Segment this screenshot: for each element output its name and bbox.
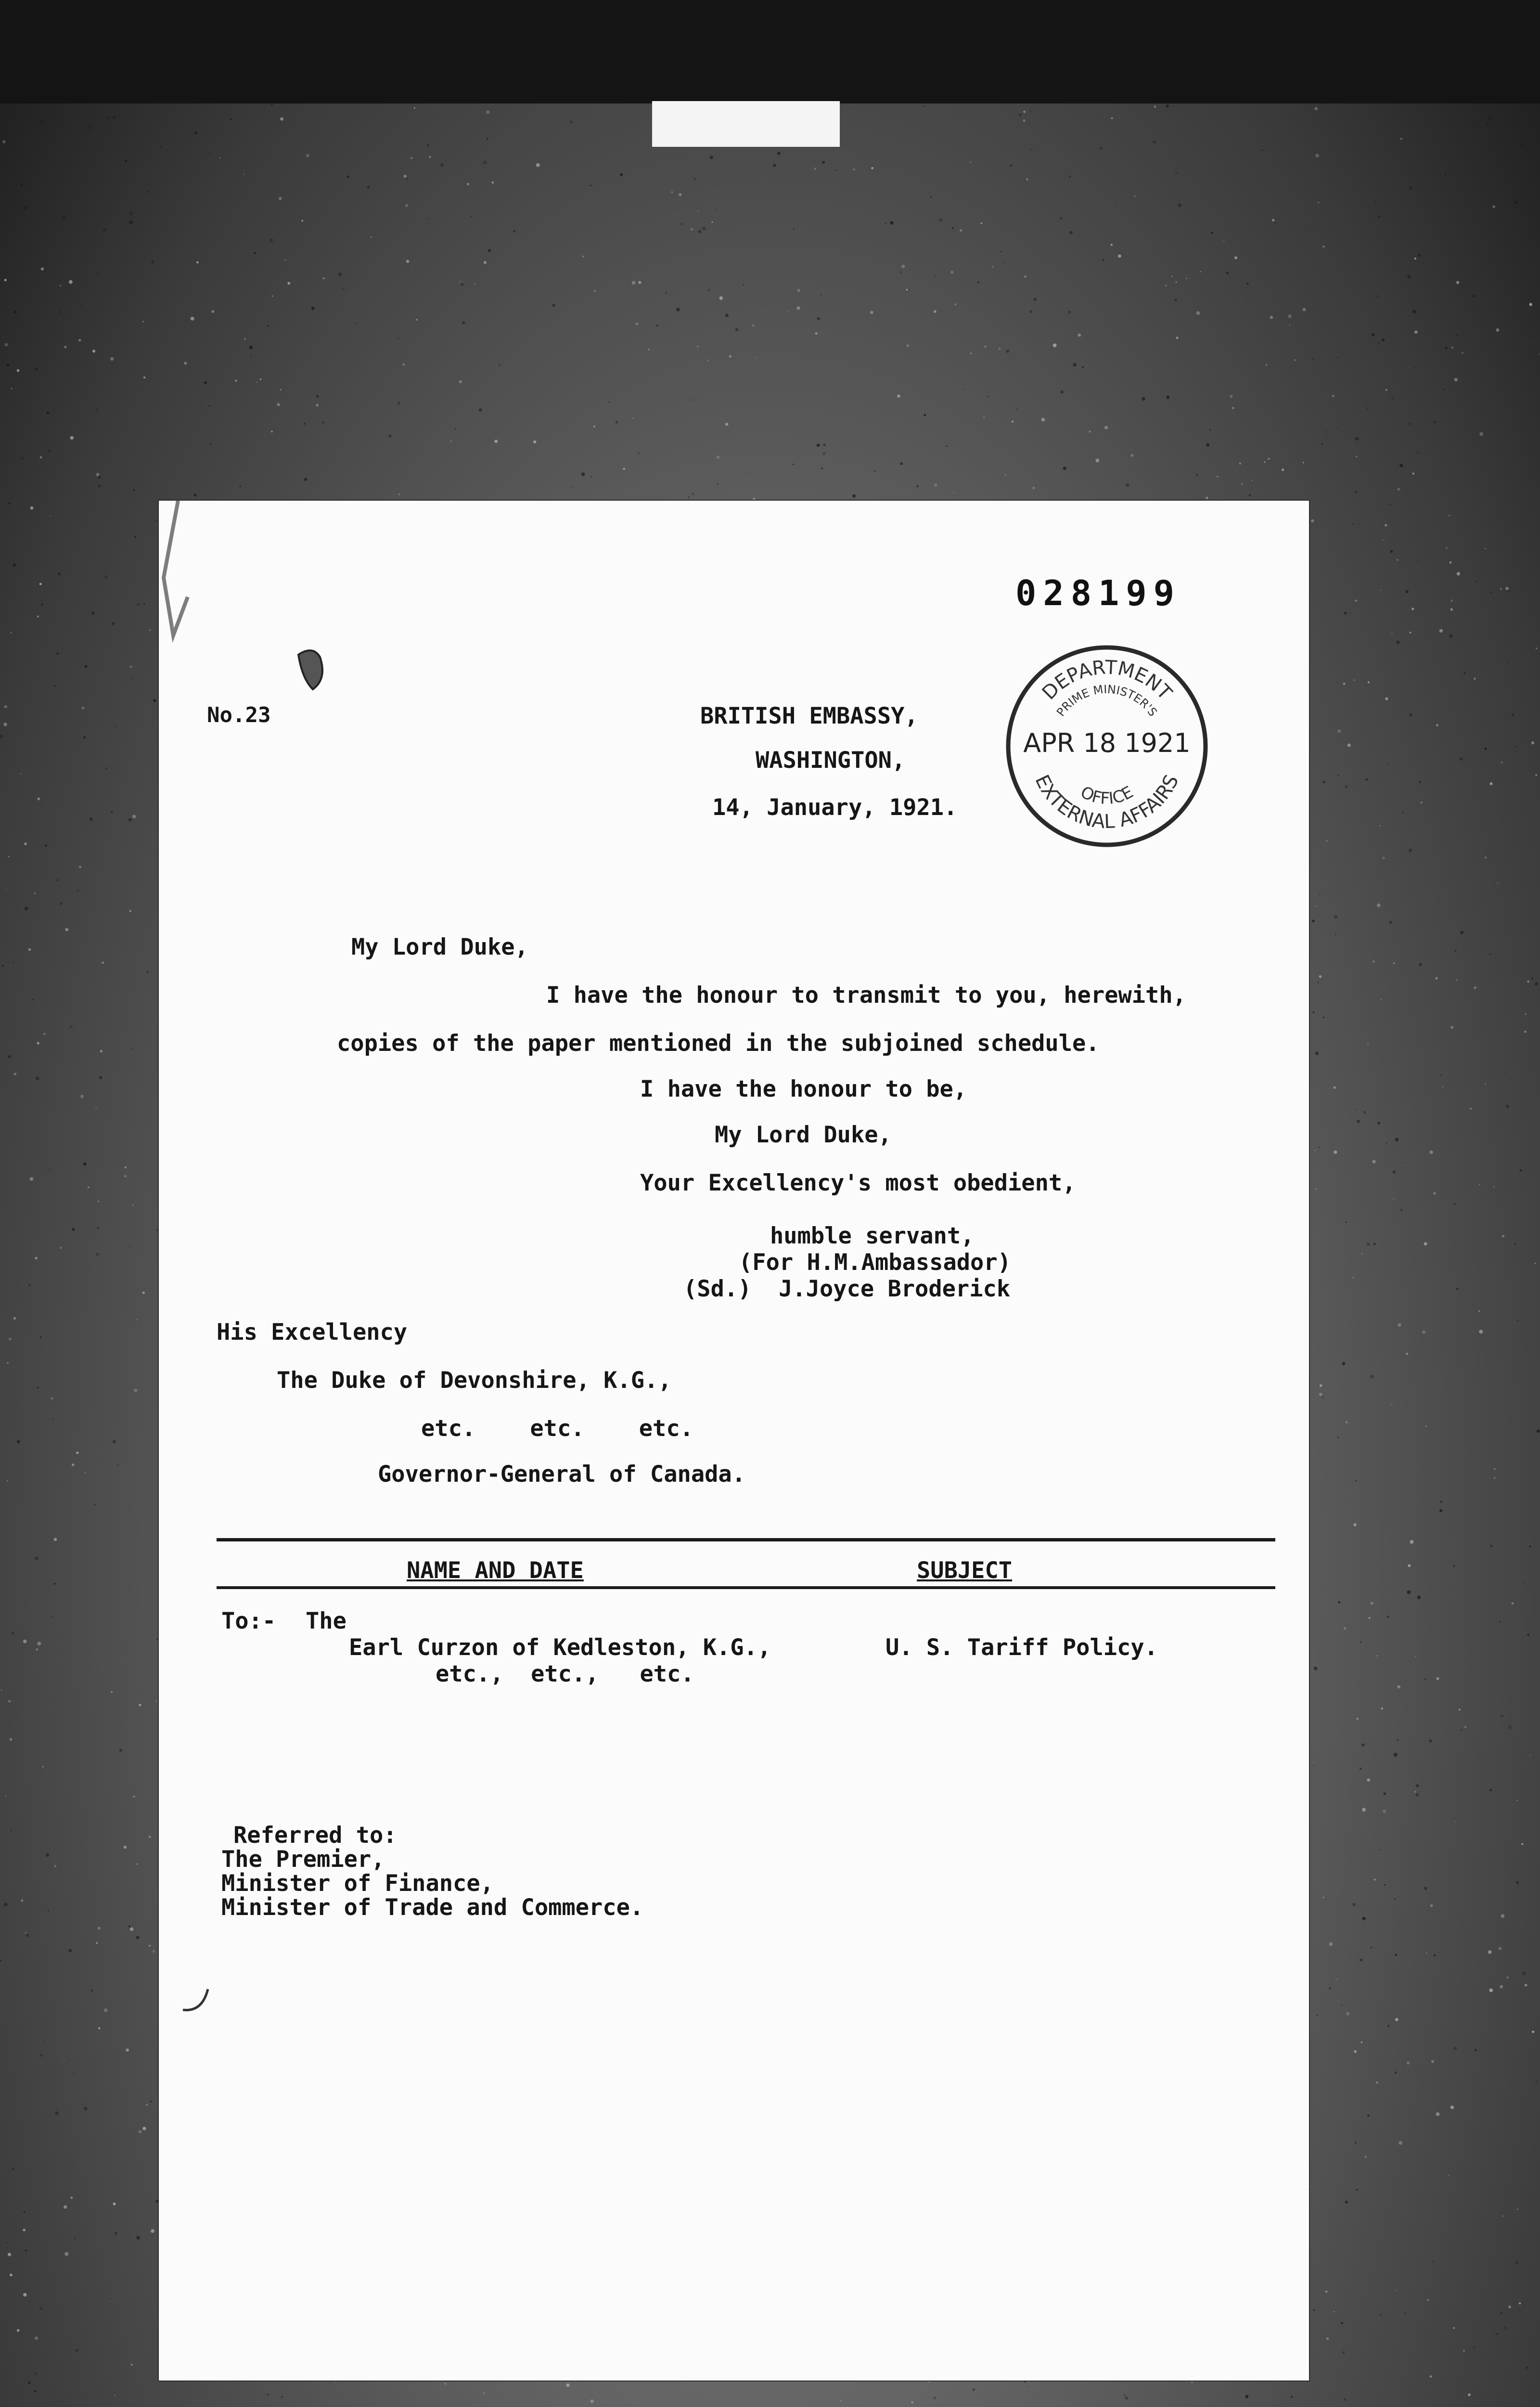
closing-line-3: Your Excellency's most obedient,	[640, 1170, 1076, 1196]
addressee-line-1: His Excellency	[217, 1319, 408, 1346]
addressee-line-3: etc. etc. etc.	[421, 1415, 693, 1442]
body-line-2: copies of the paper mentioned in the subjoined schedule.	[337, 1030, 1100, 1057]
stamp-outer-bottom-text: EXTERNAL AFFAIRS	[1030, 771, 1183, 833]
pencil-mark	[178, 1983, 217, 2017]
stamp-inner-text: PRIME MINISTER'S	[1054, 682, 1160, 719]
addressee-line-2: The Duke of Devonshire, K.G.,	[277, 1367, 672, 1394]
closing-line-4: humble servant,	[770, 1223, 975, 1249]
referral-line-3: Minister of Trade and Commerce.	[221, 1894, 644, 1921]
referral-line-1: The Premier,	[221, 1846, 385, 1873]
scan-top-border	[0, 0, 1540, 104]
schedule-to-label: To:-	[221, 1608, 276, 1634]
recipient-line-3: etc., etc., etc.	[436, 1661, 694, 1687]
referral-heading: Referred to:	[233, 1822, 397, 1849]
letter-number: No.23	[207, 703, 271, 727]
serial-number: 028199	[1015, 573, 1181, 613]
schedule-header-subject: SUBJECT	[917, 1557, 1013, 1584]
schedule-top-rule	[217, 1538, 1275, 1541]
schedule-subject: U. S. Tariff Policy.	[886, 1634, 1158, 1661]
closing-line-5: (For H.M.Ambassador)	[739, 1249, 1011, 1276]
body-line-1: I have the honour to transmit to you, herewith,	[546, 982, 1186, 1009]
svg-text:DEPARTMENT	[1038, 657, 1176, 705]
recipient-line-2: Earl Curzon of Kedleston, K.G.,	[349, 1634, 771, 1661]
signature-line: (Sd.) J.Joyce Broderick	[683, 1276, 1011, 1302]
received-stamp	[1001, 640, 1213, 852]
stamp-date: APR 18 1921	[1023, 728, 1191, 758]
letter-date: 14, January, 1921.	[712, 794, 958, 821]
torn-corner	[159, 501, 236, 703]
closing-line-2: My Lord Duke,	[715, 1122, 892, 1148]
schedule-header-name: NAME AND DATE	[407, 1557, 584, 1584]
salutation: My Lord Duke,	[351, 934, 528, 960]
letterhead-line2: WASHINGTON,	[756, 747, 906, 774]
referral-line-2: Minister of Finance,	[221, 1870, 494, 1897]
punch-hole	[294, 645, 332, 693]
letterhead-line1: BRITISH EMBASSY,	[700, 703, 918, 729]
closing-line-1: I have the honour to be,	[640, 1076, 967, 1102]
stamp-bottom-text: OFFICE	[1077, 782, 1137, 809]
svg-text:OFFICE	[1078, 782, 1137, 808]
stamp-top-text: DEPARTMENT	[1038, 656, 1176, 704]
paper-clip-tab	[652, 101, 840, 147]
addressee-line-4: Governor-General of Canada.	[378, 1461, 746, 1488]
schedule-header-rule	[217, 1586, 1275, 1589]
recipient-line-1: The	[306, 1608, 346, 1634]
